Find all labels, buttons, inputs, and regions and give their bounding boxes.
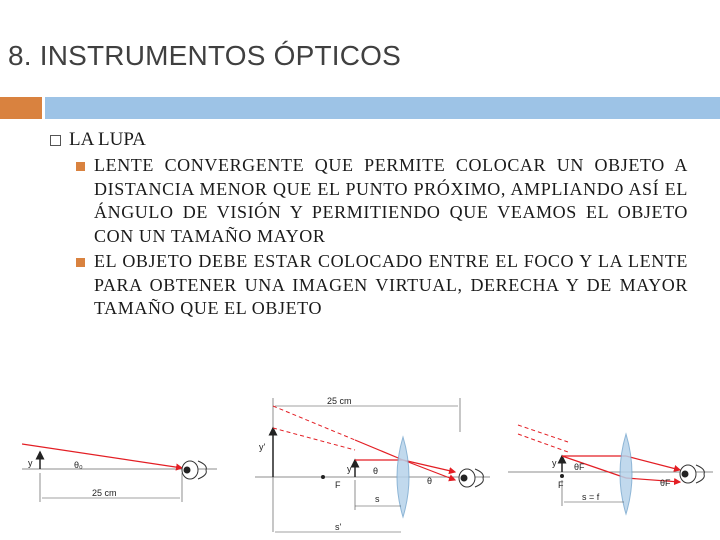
- focus-label: F: [335, 480, 341, 490]
- lens-icon: [397, 437, 409, 517]
- s-equals-f-label: s = f: [582, 492, 600, 502]
- focal-point: [560, 474, 564, 478]
- angle-label: θ: [427, 476, 433, 486]
- heading-item: [48, 128, 688, 152]
- image-label: y': [259, 442, 266, 452]
- slide-content: [48, 128, 688, 321]
- sprime-label: s': [335, 522, 342, 532]
- eye-icon: [680, 465, 704, 483]
- focal-point: [321, 475, 325, 479]
- angle-label: θF: [574, 462, 585, 472]
- bullet-item: [94, 250, 688, 321]
- distance-label: 25 cm: [92, 488, 117, 498]
- slide-title: 8. INSTRUMENTOS ÓPTICOS: [8, 40, 402, 71]
- focus-label: F: [558, 480, 564, 490]
- light-ray: [626, 478, 680, 482]
- distance-label-top: 25 cm: [327, 396, 352, 406]
- angle-label: θ: [373, 466, 379, 476]
- heading-text: LA LUPA: [69, 129, 146, 150]
- light-ray: [22, 444, 182, 468]
- square-bullet-icon: [76, 258, 85, 267]
- light-ray: [355, 440, 403, 460]
- accent-bar-blue: [45, 97, 720, 119]
- s-label: s: [375, 494, 380, 504]
- angle-label: θ₀: [74, 460, 83, 470]
- light-ray: [562, 456, 626, 478]
- diagram-object-at-focus: [508, 420, 718, 520]
- bullet-item: [94, 154, 688, 248]
- square-bullet-icon: [76, 162, 85, 171]
- bullet-text: LENTE CONVERGENTE QUE PERMITE COLOCAR UN OBJETO A DISTANCIA MENOR QUE EL PUNTO PRÓXIMO, AMPLIANDO ASÍ EL ÁNGULO DE VISIÓN Y PERMITIENDO QUE VEAMOS EL OBJETO CON UN TAMAÑO MAYOR: [94, 155, 688, 246]
- eye-icon: [459, 469, 483, 487]
- accent-bar-orange: [0, 97, 42, 119]
- virtual-ray: [518, 425, 568, 442]
- virtual-ray: [273, 406, 355, 440]
- box-bullet-icon: [50, 135, 61, 146]
- object-label: y: [552, 458, 557, 468]
- eye-icon: [182, 461, 206, 479]
- diagram-naked-eye: [22, 440, 222, 510]
- virtual-ray: [273, 428, 355, 450]
- bullet-text: EL OBJETO DEBE ESTAR COLOCADO ENTRE EL FOCO Y LA LENTE PARA OBTENER UNA IMAGEN VIRTUAL, DERECHA Y DE MAYOR TAMAÑO QUE EL OBJETO: [94, 251, 688, 318]
- angle-label-eye: θF: [660, 478, 671, 488]
- object-label: y: [28, 458, 33, 468]
- diagram-magnifier-virtual-image: [255, 392, 495, 538]
- light-ray: [626, 456, 680, 470]
- object-label: y: [347, 464, 352, 474]
- virtual-ray: [518, 434, 568, 452]
